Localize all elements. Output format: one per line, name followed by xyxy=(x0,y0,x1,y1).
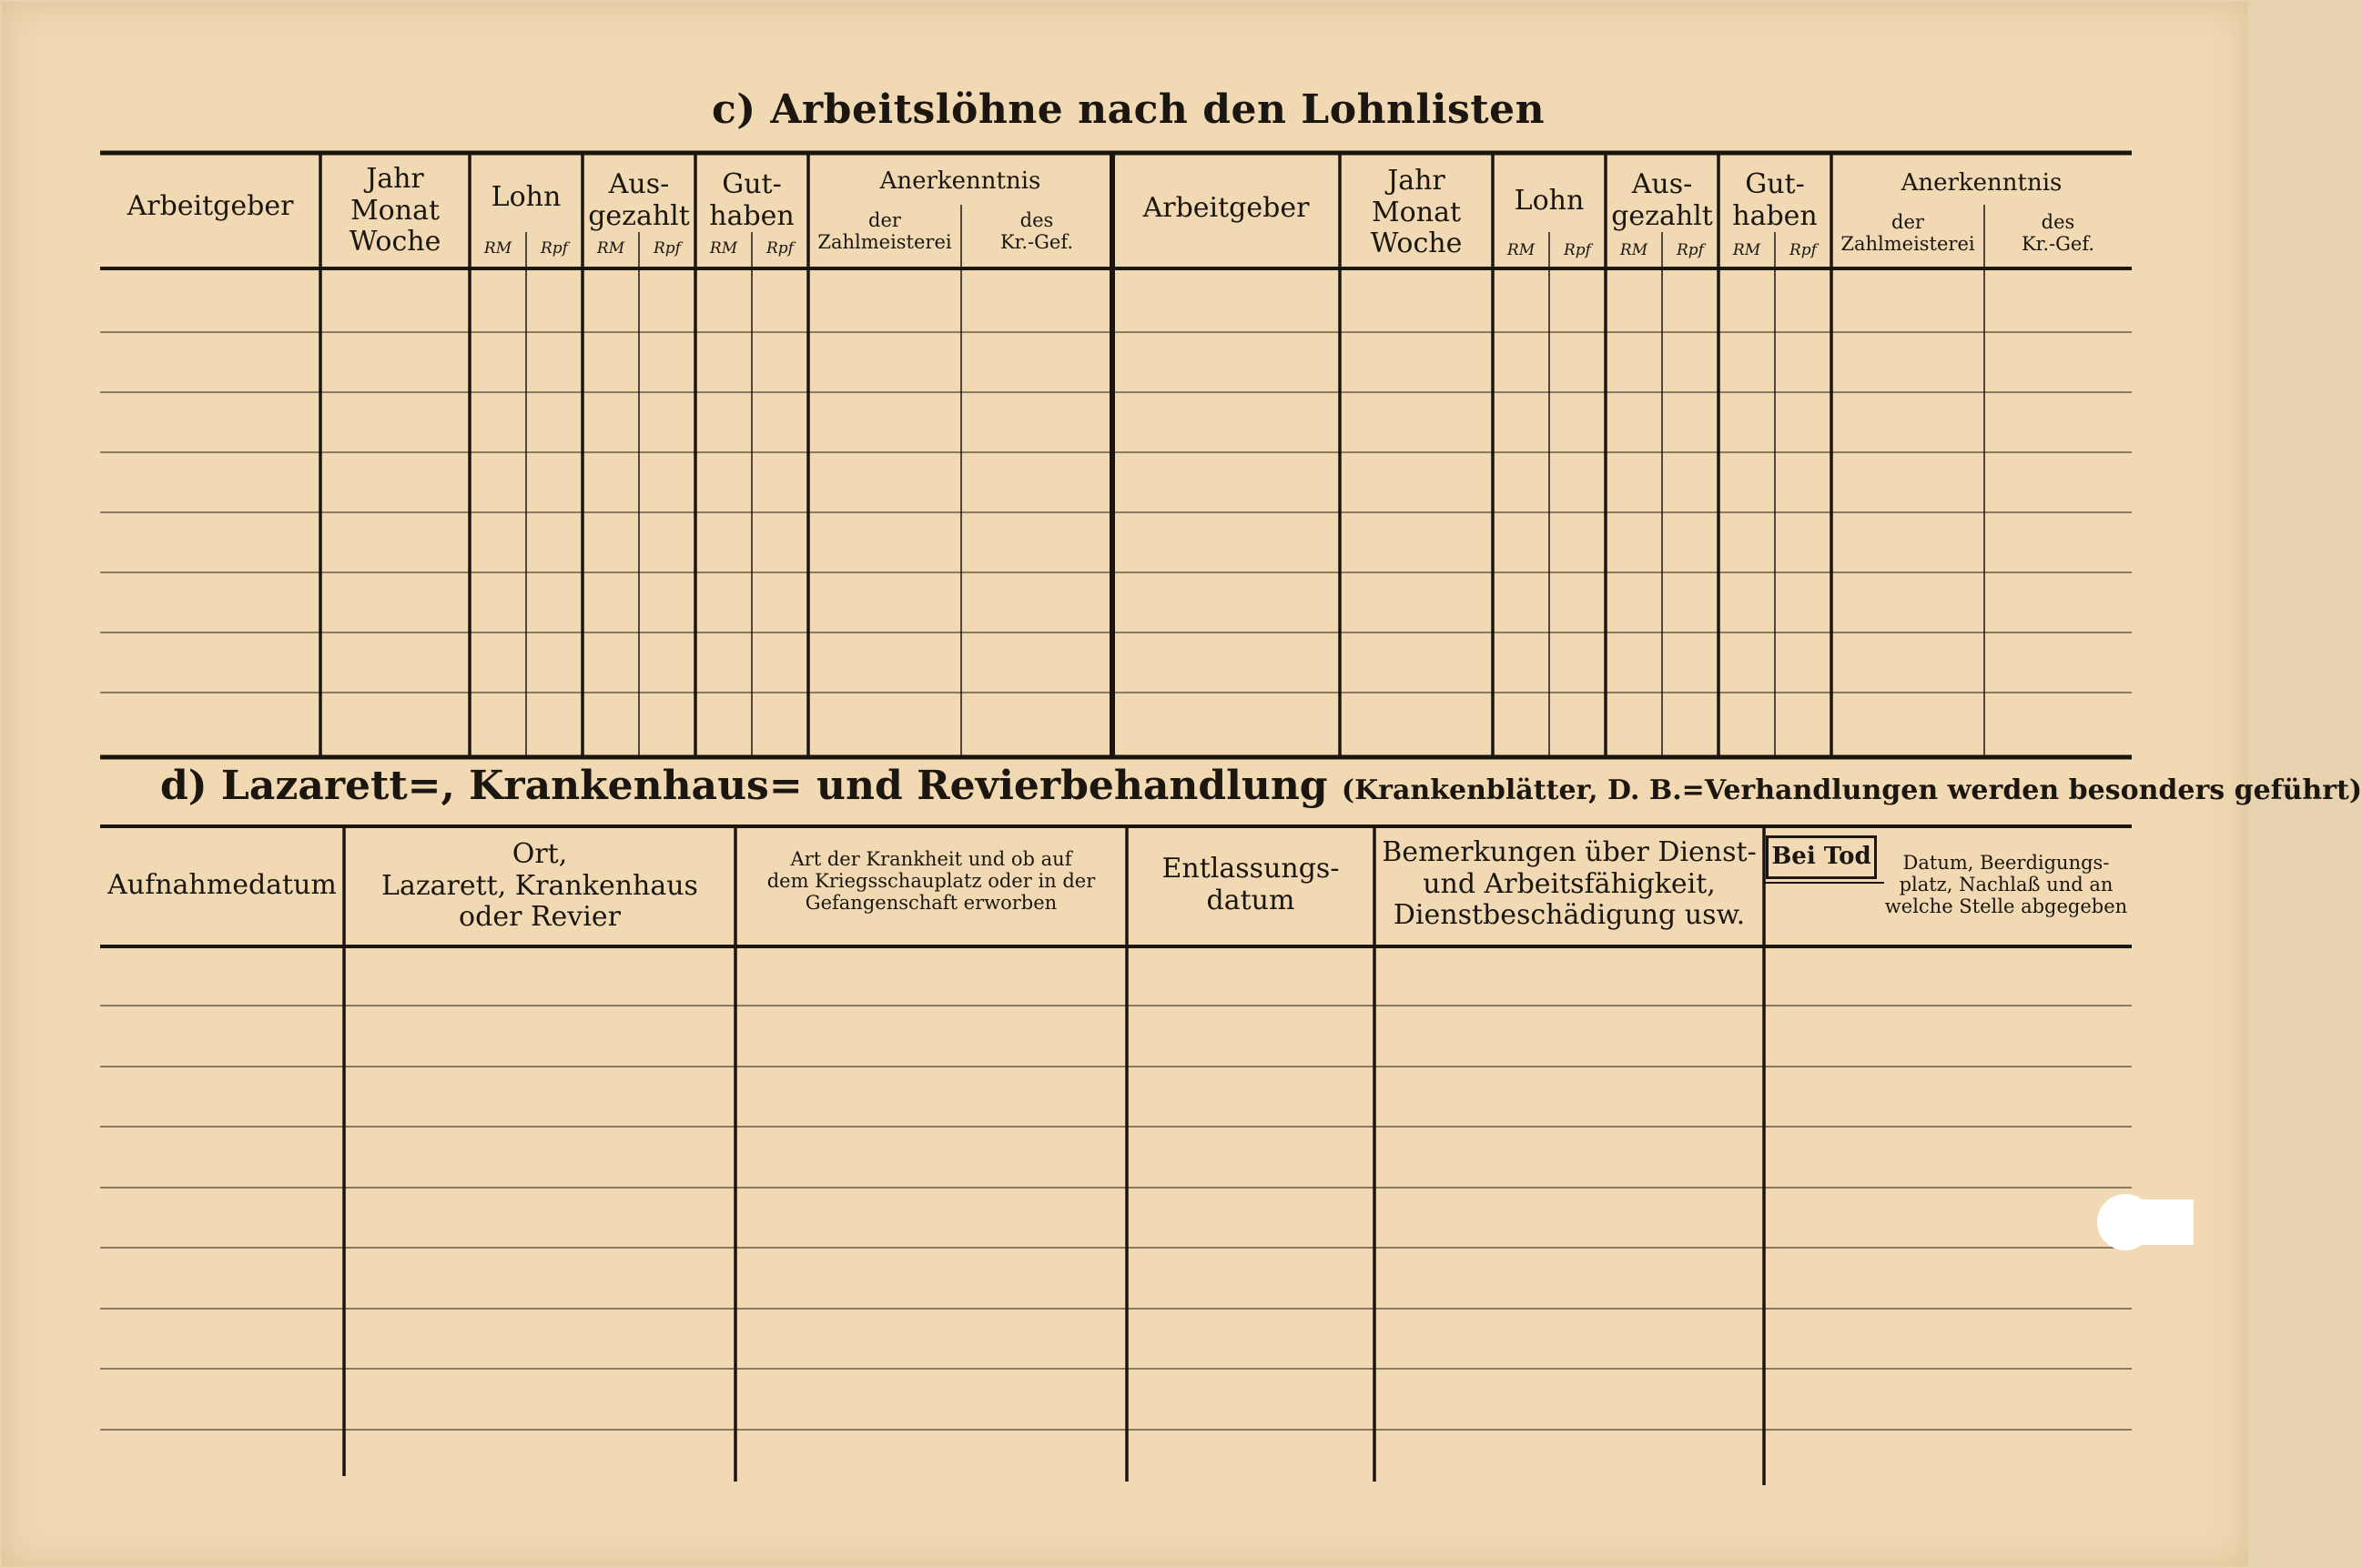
header-ausgezahlt-line2: gezahlt xyxy=(588,199,690,232)
guthaben-rpf-label: Rpf xyxy=(766,239,794,258)
header-guthaben-line2: haben xyxy=(709,199,795,232)
header-bemerkungen-line1: Bemerkungen über Dienst- xyxy=(1382,836,1757,868)
header-bemerkungen-line3: Dienstbeschädigung usw. xyxy=(1393,899,1746,931)
header-zahlmeisterei-line2: Zahlmeisterei xyxy=(817,231,952,254)
header-kr-gef-2-line1: des xyxy=(2041,211,2075,233)
header-lohn: Lohn xyxy=(491,181,562,213)
header-zahlmeisterei-2-line1: der xyxy=(1891,211,1924,233)
header-kr-gef-2 xyxy=(1984,211,2132,255)
ausgezahlt-rm-label-2: RM xyxy=(1619,241,1648,259)
header-datum-line3: welche Stelle abgegeben xyxy=(1884,895,2128,918)
header-ort xyxy=(344,839,735,934)
ausgezahlt-rpf-label: Rpf xyxy=(654,239,681,258)
header-kr-gef-line1: des xyxy=(1019,209,1054,231)
header-zahlmeisterei xyxy=(808,209,961,253)
header-datum-line2: platz, Nachlaß und an xyxy=(1899,874,2114,896)
header-jahr-monat-woche xyxy=(320,164,470,258)
guthaben-rm-label-2: RM xyxy=(1732,241,1761,259)
header-guthaben xyxy=(695,169,808,232)
header-ort-line1: Ort, xyxy=(512,838,568,870)
section-d-title-text: d) Lazarett=, Krankenhaus= und Revierbehandlung xyxy=(160,763,1328,809)
header-guthaben-2-line1: Gut- xyxy=(1745,168,1805,200)
punch-hole-notch xyxy=(2139,1199,2194,1245)
header-ort-line2: Lazarett, Krankenhaus xyxy=(381,869,698,902)
header-anerkenntnis-2: Anerkenntnis xyxy=(1901,169,2063,197)
bei-tod-label: Bei Tod xyxy=(1766,835,1877,879)
header-zahlmeisterei-2 xyxy=(1831,211,1984,255)
header-jahr-monat-woche-2 xyxy=(1340,166,1493,260)
header-datum-line1: Datum, Beerdigungs- xyxy=(1902,852,2110,874)
lohn-rpf-label-2: Rpf xyxy=(1564,241,1591,259)
header-lohn-2: Lohn xyxy=(1514,185,1585,217)
section-d-title xyxy=(160,763,2362,809)
header-ort-line3: oder Revier xyxy=(459,901,621,933)
guthaben-rm-label: RM xyxy=(709,239,738,258)
header-monat: Monat xyxy=(350,194,441,227)
header-kr-gef-line2: Kr.-Gef. xyxy=(999,231,1074,254)
header-datum-beerdigung xyxy=(1880,852,2132,917)
header-kr-gef xyxy=(961,209,1112,253)
header-entlassungsdatum-line1: Entlassungs- xyxy=(1161,853,1340,885)
header-woche-2: Woche xyxy=(1370,228,1463,259)
header-entlassungsdatum xyxy=(1127,854,1374,916)
header-ausgezahlt-line1: Aus- xyxy=(608,168,670,200)
ausgezahlt-rm-label: RM xyxy=(596,239,625,258)
header-anerkenntnis: Anerkenntnis xyxy=(879,167,1041,195)
header-art-der-krankheit xyxy=(735,848,1127,914)
header-jahr: Jahr xyxy=(366,163,424,195)
header-arbeitgeber: Arbeitgeber xyxy=(127,190,294,222)
header-art-line1: Art der Krankheit und ob auf xyxy=(790,848,1072,870)
header-ausgezahlt-2-line1: Aus- xyxy=(1631,168,1693,200)
header-guthaben-2-line2: haben xyxy=(1732,199,1818,232)
lohn-rpf-label: Rpf xyxy=(541,239,568,258)
header-bemerkungen-line2: und Arbeitsfähigkeit, xyxy=(1423,867,1716,900)
header-art-line2: dem Kriegsschauplatz oder in der xyxy=(766,870,1096,893)
header-aufnahmedatum: Aufnahmedatum xyxy=(107,869,337,901)
header-zahlmeisterei-2-line2: Zahlmeisterei xyxy=(1840,233,1975,256)
header-jahr-2: Jahr xyxy=(1387,165,1445,197)
lohn-rm-label: RM xyxy=(483,239,512,258)
header-entlassungsdatum-line2: datum xyxy=(1206,884,1295,916)
section-c-title: c) Arbeitslöhne nach den Lohnlisten xyxy=(711,86,1546,133)
header-guthaben-line1: Gut- xyxy=(722,168,782,200)
header-guthaben-2 xyxy=(1718,169,1831,232)
header-ausgezahlt-2 xyxy=(1606,169,1718,232)
header-art-line3: Gefangenschaft erworben xyxy=(805,892,1058,915)
header-kr-gef-2-line2: Kr.-Gef. xyxy=(2021,233,2095,256)
guthaben-rpf-label-2: Rpf xyxy=(1789,241,1817,259)
header-woche: Woche xyxy=(349,226,441,258)
ausgezahlt-rpf-label-2: Rpf xyxy=(1677,241,1704,259)
header-zahlmeisterei-line1: der xyxy=(868,209,901,231)
section-d-note: (Krankenblätter, D. B.=Verhandlungen werden besonders geführt) xyxy=(1341,774,2362,806)
header-arbeitgeber-2: Arbeitgeber xyxy=(1142,192,1310,224)
header-ausgezahlt-2-line2: gezahlt xyxy=(1611,199,1713,232)
lohn-rm-label-2: RM xyxy=(1506,241,1536,259)
header-ausgezahlt xyxy=(583,169,695,232)
header-monat-2: Monat xyxy=(1371,196,1462,228)
header-bemerkungen xyxy=(1374,837,1764,932)
